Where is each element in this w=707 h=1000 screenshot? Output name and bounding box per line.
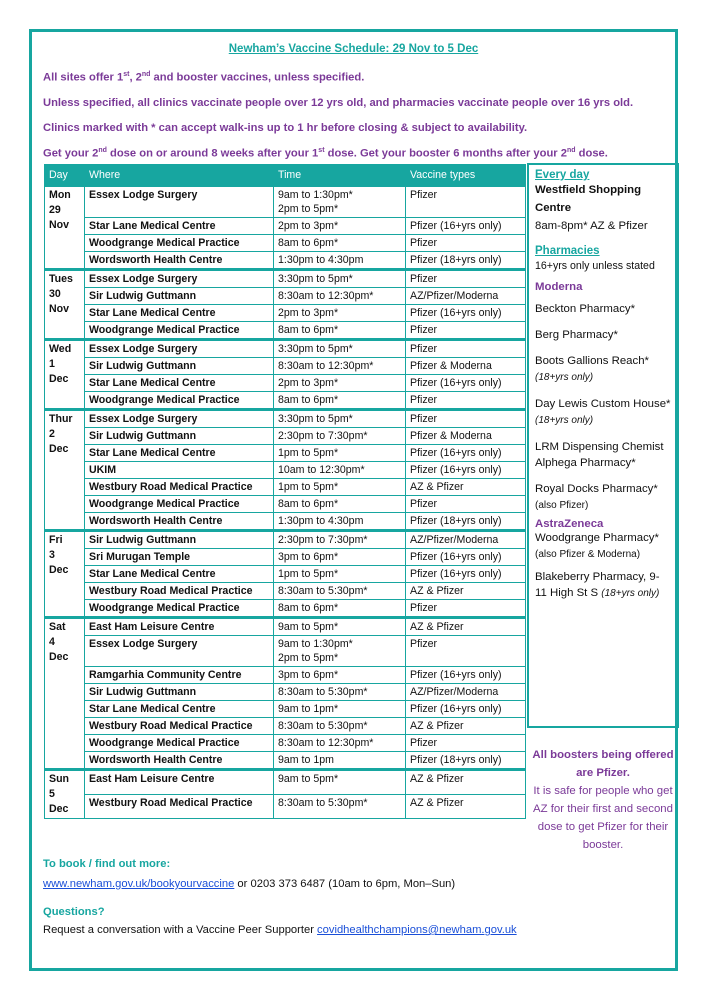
vaccine-cell: AZ & Pfizer xyxy=(406,718,526,735)
time-cell: 8:30am to 5:30pm* xyxy=(274,718,406,735)
vaccine-cell: AZ & Pfizer xyxy=(406,770,526,795)
where-cell: Star Lane Medical Centre xyxy=(85,375,274,392)
intro-line-3: Clinics marked with * can accept walk-ins up to 1 hr before closing & subject to availability. xyxy=(43,122,528,134)
day-cell: Tues 30 Nov xyxy=(45,270,85,340)
where-cell: Wordsworth Health Centre xyxy=(85,513,274,531)
westfield-name: Westfield Shopping Centre xyxy=(535,184,642,214)
booster-note xyxy=(528,746,678,854)
where-cell: Sir Ludwig Guttmann xyxy=(85,358,274,375)
time-cell: 3:30pm to 5pm* xyxy=(274,340,406,358)
where-cell: Woodgrange Medical Practice xyxy=(85,392,274,410)
table-row xyxy=(45,583,526,600)
table-row xyxy=(45,600,526,618)
astrazeneca-heading: AstraZeneca xyxy=(535,518,604,530)
vaccine-cell: Pfizer & Moderna xyxy=(406,428,526,445)
header-where: Where xyxy=(85,165,274,186)
table-row xyxy=(45,445,526,462)
vaccine-cell: Pfizer xyxy=(406,410,526,428)
table-row xyxy=(45,496,526,513)
where-cell: Essex Lodge Surgery xyxy=(85,636,274,667)
every-day-heading: Every day xyxy=(535,169,590,181)
moderna-heading: Moderna xyxy=(535,281,583,293)
table-row xyxy=(45,618,526,636)
time-cell: 1:30pm to 4:30pm xyxy=(274,513,406,531)
pharmacy-woodgrange: Woodgrange Pharmacy* (also Pfizer & Moderna) xyxy=(535,532,659,560)
westfield-time: 8am-8pm* AZ & Pfizer xyxy=(535,220,648,232)
time-cell: 2pm to 3pm* xyxy=(274,218,406,235)
vaccine-cell: AZ & Pfizer xyxy=(406,795,526,819)
table-row xyxy=(45,186,526,218)
vaccine-cell: AZ/Pfizer/Moderna xyxy=(406,684,526,701)
table-row xyxy=(45,252,526,270)
where-cell: Wordsworth Health Centre xyxy=(85,752,274,770)
where-cell: UKIM xyxy=(85,462,274,479)
table-row xyxy=(45,718,526,735)
time-cell: 8:30am to 12:30pm* xyxy=(274,288,406,305)
time-cell: 8:30am to 5:30pm* xyxy=(274,583,406,600)
day-group xyxy=(45,410,526,531)
booster-note-heading: All boosters being offered are Pfizer. xyxy=(532,749,674,779)
day-cell: Mon 29 Nov xyxy=(45,186,85,270)
pharmacies-note: 16+yrs only unless stated xyxy=(535,260,655,272)
vaccine-cell: AZ/Pfizer/Moderna xyxy=(406,531,526,549)
time-cell: 2:30pm to 7:30pm* xyxy=(274,531,406,549)
vaccine-cell: Pfizer xyxy=(406,270,526,288)
time-cell: 8:30am to 12:30pm* xyxy=(274,358,406,375)
time-cell: 2pm to 3pm* xyxy=(274,305,406,322)
vaccine-cell: AZ & Pfizer xyxy=(406,479,526,496)
header-day: Day xyxy=(45,165,85,186)
vaccine-cell: Pfizer xyxy=(406,340,526,358)
table-row xyxy=(45,288,526,305)
table-row xyxy=(45,462,526,479)
vaccine-cell: Pfizer xyxy=(406,735,526,752)
pharmacy-lrm: LRM Dispensing Chemist Alphega Pharmacy* xyxy=(535,441,664,469)
sidebar-panel xyxy=(527,163,679,728)
time-cell: 3pm to 6pm* xyxy=(274,667,406,684)
where-cell: Essex Lodge Surgery xyxy=(85,186,274,218)
time-cell: 2:30pm to 7:30pm* xyxy=(274,428,406,445)
table-row xyxy=(45,513,526,531)
table-row xyxy=(45,566,526,583)
vaccine-cell: Pfizer (18+yrs only) xyxy=(406,252,526,270)
vaccine-cell: Pfizer xyxy=(406,636,526,667)
vaccine-cell: Pfizer (16+yrs only) xyxy=(406,375,526,392)
day-group xyxy=(45,270,526,340)
table-row xyxy=(45,305,526,322)
vaccine-cell: Pfizer (16+yrs only) xyxy=(406,701,526,718)
table-row xyxy=(45,636,526,667)
vaccine-cell: Pfizer xyxy=(406,496,526,513)
where-cell: Sir Ludwig Guttmann xyxy=(85,684,274,701)
table-row xyxy=(45,218,526,235)
where-cell: Star Lane Medical Centre xyxy=(85,218,274,235)
time-cell: 8:30am to 12:30pm* xyxy=(274,735,406,752)
book-line: www.newham.gov.uk/bookyourvaccine or 0203 373 6487 (10am to 6pm, Mon–Sun) xyxy=(43,878,456,890)
vaccine-cell: Pfizer xyxy=(406,235,526,252)
where-cell: Star Lane Medical Centre xyxy=(85,305,274,322)
pharmacy-royal-docks: Royal Docks Pharmacy* (also Pfizer) xyxy=(535,483,658,511)
where-cell: Sir Ludwig Guttmann xyxy=(85,531,274,549)
time-cell: 9am to 5pm* xyxy=(274,618,406,636)
book-link[interactable]: www.newham.gov.uk/bookyourvaccine xyxy=(43,878,235,890)
vaccine-cell: Pfizer xyxy=(406,186,526,218)
pharmacy-daylewis: Day Lewis Custom House* (18+yrs only) xyxy=(535,398,671,426)
day-group xyxy=(45,770,526,819)
table-row xyxy=(45,375,526,392)
table-row xyxy=(45,684,526,701)
book-phone: 0203 373 6487 xyxy=(250,878,326,890)
schedule-table xyxy=(44,164,526,819)
table-row xyxy=(45,735,526,752)
where-cell: Sri Murugan Temple xyxy=(85,549,274,566)
time-cell: 3pm to 6pm* xyxy=(274,549,406,566)
time-cell: 9am to 5pm* xyxy=(274,770,406,795)
day-cell: Wed 1 Dec xyxy=(45,340,85,410)
header-vaccine-types: Vaccine types xyxy=(406,165,526,186)
pharmacy-blakeberry: Blakeberry Pharmacy, 9-11 High St S (18+yrs only) xyxy=(535,571,660,599)
table-row xyxy=(45,322,526,340)
where-cell: Woodgrange Medical Practice xyxy=(85,235,274,252)
time-cell: 8am to 6pm* xyxy=(274,235,406,252)
table-row xyxy=(45,340,526,358)
table-row xyxy=(45,531,526,549)
intro-line-1: All sites offer 1st, 2nd and booster vaccines, unless specified. xyxy=(43,71,365,84)
day-cell: Fri 3 Dec xyxy=(45,531,85,618)
where-cell: East Ham Leisure Centre xyxy=(85,618,274,636)
vaccine-cell: Pfizer (16+yrs only) xyxy=(406,218,526,235)
pharmacies-heading: Pharmacies xyxy=(535,245,600,257)
where-cell: Westbury Road Medical Practice xyxy=(85,479,274,496)
time-cell: 1pm to 5pm* xyxy=(274,445,406,462)
vaccine-cell: Pfizer (16+yrs only) xyxy=(406,305,526,322)
table-row xyxy=(45,795,526,819)
where-cell: Ramgarhia Community Centre xyxy=(85,667,274,684)
intro-line-2: Unless specified, all clinics vaccinate people over 12 yrs old, and pharmacies vaccinate people over 16 yrs old. xyxy=(43,97,634,109)
day-cell: Thur 2 Dec xyxy=(45,410,85,531)
table-row xyxy=(45,701,526,718)
where-cell: Essex Lodge Surgery xyxy=(85,270,274,288)
time-cell: 3:30pm to 5pm* xyxy=(274,270,406,288)
where-cell: Westbury Road Medical Practice xyxy=(85,795,274,819)
table-row xyxy=(45,549,526,566)
day-group xyxy=(45,618,526,770)
table-header-row xyxy=(45,165,526,186)
where-cell: Essex Lodge Surgery xyxy=(85,340,274,358)
table-row xyxy=(45,270,526,288)
where-cell: Star Lane Medical Centre xyxy=(85,445,274,462)
time-cell: 8am to 6pm* xyxy=(274,322,406,340)
pharmacy-beckton: Beckton Pharmacy* xyxy=(535,303,636,315)
table-row xyxy=(45,235,526,252)
time-cell: 1pm to 5pm* xyxy=(274,479,406,496)
vaccine-cell: Pfizer (18+yrs only) xyxy=(406,752,526,770)
time-cell: 8:30am to 5:30pm* xyxy=(274,795,406,819)
time-cell: 3:30pm to 5pm* xyxy=(274,410,406,428)
where-cell: Wordsworth Health Centre xyxy=(85,252,274,270)
where-cell: East Ham Leisure Centre xyxy=(85,770,274,795)
time-cell: 9am to 1pm* xyxy=(274,701,406,718)
time-cell: 9am to 1:30pm* 2pm to 5pm* xyxy=(274,636,406,667)
time-cell: 1pm to 5pm* xyxy=(274,566,406,583)
where-cell: Woodgrange Medical Practice xyxy=(85,322,274,340)
header-time: Time xyxy=(274,165,406,186)
table-row xyxy=(45,428,526,445)
time-cell: 10am to 12:30pm* xyxy=(274,462,406,479)
where-cell: Star Lane Medical Centre xyxy=(85,701,274,718)
day-group xyxy=(45,531,526,618)
day-group xyxy=(45,340,526,410)
where-cell: Westbury Road Medical Practice xyxy=(85,583,274,600)
questions-heading: Questions? xyxy=(43,906,105,918)
vaccine-cell: Pfizer & Moderna xyxy=(406,358,526,375)
where-cell: Woodgrange Medical Practice xyxy=(85,496,274,513)
table-row xyxy=(45,410,526,428)
vaccine-cell: Pfizer xyxy=(406,392,526,410)
intro-line-4: Get your 2nd dose on or around 8 weeks after your 1st dose. Get your booster 6 months after your 2nd dose. xyxy=(43,147,608,160)
table-row xyxy=(45,479,526,496)
time-cell: 8:30am to 5:30pm* xyxy=(274,684,406,701)
pharmacy-berg: Berg Pharmacy* xyxy=(535,329,618,341)
vaccine-cell: Pfizer xyxy=(406,322,526,340)
time-cell: 9am to 1:30pm* 2pm to 5pm* xyxy=(274,186,406,218)
booster-note-text: It is safe for people who get AZ for their first and second dose to get Pfizer for their booster. xyxy=(533,785,673,851)
questions-line: Request a conversation with a Vaccine Peer Supporter covidhealthchampions@newham.gov.uk xyxy=(43,924,517,936)
vaccine-cell: Pfizer (16+yrs only) xyxy=(406,549,526,566)
vaccine-cell: Pfizer (16+yrs only) xyxy=(406,667,526,684)
where-cell: Woodgrange Medical Practice xyxy=(85,600,274,618)
vaccine-cell: AZ/Pfizer/Moderna xyxy=(406,288,526,305)
book-heading: To book / find out more: xyxy=(43,858,171,870)
table-row xyxy=(45,752,526,770)
table-row xyxy=(45,392,526,410)
where-cell: Westbury Road Medical Practice xyxy=(85,718,274,735)
where-cell: Woodgrange Medical Practice xyxy=(85,735,274,752)
vaccine-cell: AZ & Pfizer xyxy=(406,583,526,600)
page-title: Newham’s Vaccine Schedule: 29 Nov to 5 Dec xyxy=(228,43,479,55)
vaccine-cell: Pfizer (16+yrs only) xyxy=(406,566,526,583)
time-cell: 9am to 1pm xyxy=(274,752,406,770)
vaccine-cell: Pfizer xyxy=(406,600,526,618)
where-cell: Star Lane Medical Centre xyxy=(85,566,274,583)
where-cell: Sir Ludwig Guttmann xyxy=(85,288,274,305)
table-row xyxy=(45,770,526,795)
vaccine-cell: AZ & Pfizer xyxy=(406,618,526,636)
table-row xyxy=(45,667,526,684)
day-cell: Sun 5 Dec xyxy=(45,770,85,819)
table-row xyxy=(45,358,526,375)
time-cell: 8am to 6pm* xyxy=(274,496,406,513)
time-cell: 8am to 6pm* xyxy=(274,600,406,618)
pharmacy-boots: Boots Gallions Reach* (18+yrs only) xyxy=(535,355,649,383)
day-cell: Sat 4 Dec xyxy=(45,618,85,770)
where-cell: Essex Lodge Surgery xyxy=(85,410,274,428)
email-link[interactable]: covidhealthchampions@newham.gov.uk xyxy=(317,924,517,936)
time-cell: 1:30pm to 4:30pm xyxy=(274,252,406,270)
vaccine-cell: Pfizer (18+yrs only) xyxy=(406,513,526,531)
day-group xyxy=(45,186,526,270)
where-cell: Sir Ludwig Guttmann xyxy=(85,428,274,445)
vaccine-cell: Pfizer (16+yrs only) xyxy=(406,462,526,479)
time-cell: 2pm to 3pm* xyxy=(274,375,406,392)
vaccine-cell: Pfizer (16+yrs only) xyxy=(406,445,526,462)
time-cell: 8am to 6pm* xyxy=(274,392,406,410)
